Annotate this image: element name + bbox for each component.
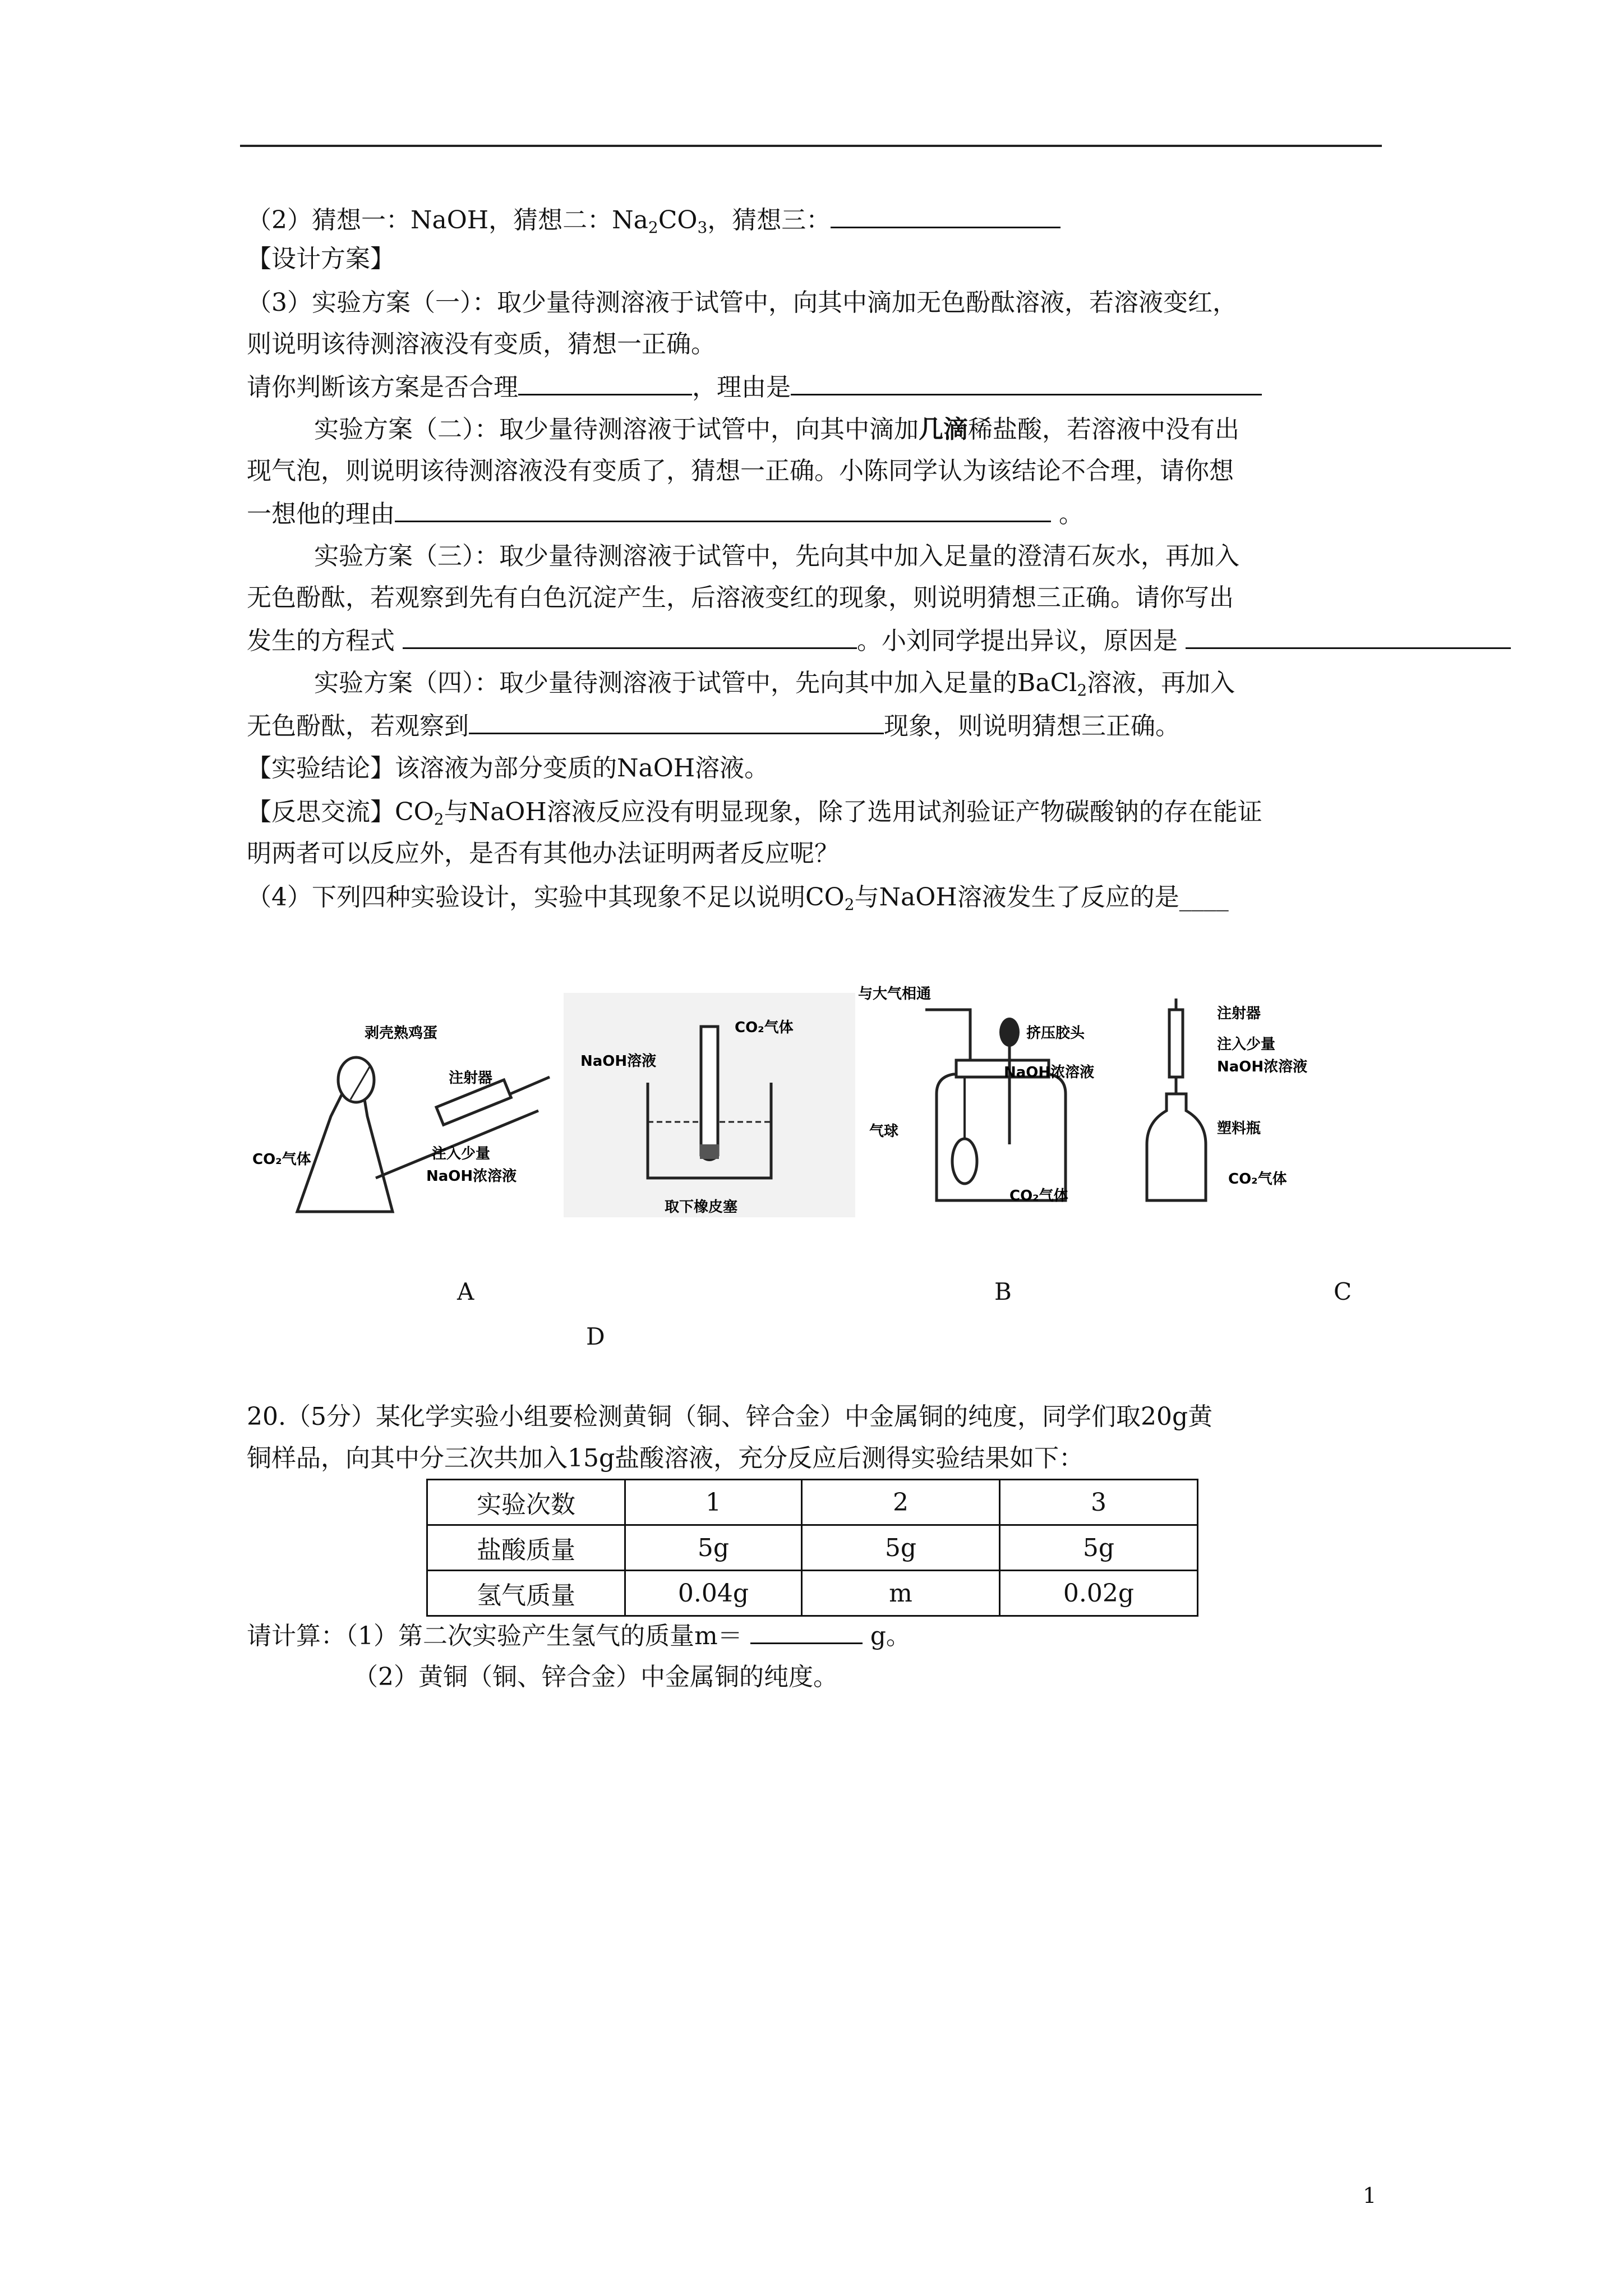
fig-b-label-co2: CO₂气体 — [735, 1019, 794, 1036]
conclusion: 【实验结论】该溶液为部分变质的NaOH溶液。 — [247, 754, 769, 783]
fig-d-label-bottle: 塑料瓶 — [1217, 1120, 1261, 1137]
results-table — [426, 1479, 1198, 1617]
answer-blank[interactable] — [750, 1618, 863, 1644]
table-cell: m — [802, 1571, 1000, 1616]
answer-blank[interactable] — [791, 369, 1262, 395]
figure-b — [564, 993, 855, 1217]
table-row — [427, 1525, 1198, 1571]
table-cell: 0.04g — [625, 1571, 802, 1616]
design-heading: 【设计方案】 — [247, 245, 395, 273]
plan4-line1: 实验方案（四）：取少量待测溶液于试管中，先向其中加入足量的BaCl$_2$溶液，再加入 — [314, 669, 1235, 700]
answer-blank[interactable] — [469, 708, 884, 734]
figure-a — [247, 999, 572, 1223]
q20-line2: 铜样品，向其中分三次共加入15g盐酸溶液，充分反应后测得实验结果如下： — [247, 1444, 1084, 1473]
plan2-line1: 实验方案（二）：取少量待测溶液于试管中，向其中滴加几滴稀盐酸，若溶液中没有出 — [314, 415, 1239, 444]
fig-c-label-co2: CO₂气体 — [1009, 1188, 1068, 1204]
fig-a-label-egg: 剥壳熟鸡蛋 — [365, 1025, 438, 1042]
table-cell: 3 — [1000, 1480, 1198, 1525]
fig-b-label-naoh: NaOH溶液 — [580, 1053, 657, 1070]
fig-a-label-inject: 注入少量 — [432, 1145, 491, 1162]
answer-blank[interactable] — [395, 496, 1051, 522]
fig-d-label-inject: 注入少量 — [1217, 1036, 1276, 1053]
fig-d-label-co2: CO₂气体 — [1228, 1171, 1287, 1188]
plan2-line2: 现气泡，则说明该待测溶液没有变质了，猜想一正确。小陈同学认为该结论不合理，请你想 — [247, 457, 1234, 485]
plan4-line2: 无色酚酞，若观察到 现象，则说明猜想三正确。 — [247, 708, 1180, 743]
table-cell: 5g — [802, 1525, 1000, 1571]
q4-line: （4）下列四种实验设计，实验中其现象不足以说明$CO_2$与NaOH溶液发生了反应的是____ — [247, 883, 1229, 914]
fig-d-label-naoh: NaOH浓溶液 — [1217, 1059, 1308, 1075]
reflect-line1: 【反思交流】$CO_2$与NaOH溶液反应没有明显现象，除了选用试剂验证产物碳酸钠的存在能证 — [247, 798, 1262, 829]
table-cell: 氢气质量 — [427, 1571, 625, 1616]
table-cell: 0.02g — [1000, 1571, 1198, 1616]
calc-line1: 请计算：（1）第二次实验产生氢气的质量m＝ g。 — [247, 1618, 911, 1653]
figure-c — [858, 976, 1138, 1217]
q3-line2: 则说明该待测溶液没有变质，猜想一正确。 — [247, 330, 716, 358]
fig-a-label-naoh: NaOH浓溶液 — [426, 1168, 517, 1185]
q20-line1: 20.（5分）某化学实验小组要检测黄铜（铜、锌合金）中金属铜的纯度，同学们取20g黄 — [247, 1402, 1213, 1431]
fig-a-label-co2: CO₂气体 — [252, 1151, 311, 1168]
plan2-line3: 一想他的理由 。 — [247, 496, 1083, 531]
page-number: 1 — [1363, 2183, 1377, 2208]
option-label-d: D — [586, 1323, 605, 1350]
table-cell: 盐酸质量 — [427, 1525, 625, 1571]
table-cell: 5g — [625, 1525, 802, 1571]
reflect-line2: 明两者可以反应外，是否有其他办法证明两者反应呢？ — [247, 839, 839, 868]
fig-a-label-syringe: 注射器 — [449, 1070, 493, 1087]
table-cell: 实验次数 — [427, 1480, 625, 1525]
option-label-c: C — [1334, 1278, 1352, 1305]
q3-judge-line: 请你判断该方案是否合理 ，理由是 — [247, 369, 1262, 404]
table-cell: 2 — [802, 1480, 1000, 1525]
table-row — [427, 1480, 1198, 1525]
plan3-line1: 实验方案（三）：取少量待测溶液于试管中，先向其中加入足量的澄清石灰水，再加入 — [314, 542, 1239, 570]
table-cell: 1 — [625, 1480, 802, 1525]
plan3-line3: 发生的方程式 。小刘同学提出异议，原因是 — [247, 623, 1511, 658]
fig-c-label-naoh: NaOH浓溶液 — [1004, 1064, 1095, 1081]
fig-d-label-syringe: 注射器 — [1217, 1005, 1261, 1022]
fig-c-label-air: 与大气相通 — [858, 986, 932, 1002]
table-cell: 5g — [1000, 1525, 1198, 1571]
fig-b-label-stopper: 取下橡皮塞 — [665, 1199, 738, 1216]
q3-line1: （3）实验方案（一）：取少量待测溶液于试管中，向其中滴加无色酚酞溶液，若溶液变红， — [247, 288, 1237, 317]
header-rule — [240, 145, 1382, 147]
calc-line2: （2）黄铜（铜、锌合金）中金属铜的纯度。 — [353, 1663, 838, 1691]
plan3-line2: 无色酚酞，若观察到先有白色沉淀产生，后溶液变红的现象，则说明猜想三正确。请你写出 — [247, 583, 1234, 612]
option-label-a: A — [457, 1278, 474, 1305]
figure-d — [1144, 999, 1368, 1212]
answer-blank[interactable] — [403, 623, 857, 649]
q2-line: （2）猜想一：NaOH，猜想二：$Na_2CO_3$，猜想三： — [247, 202, 1061, 245]
answer-blank[interactable] — [831, 202, 1061, 228]
option-label-b: B — [994, 1278, 1012, 1305]
fig-c-label-bulb: 挤压胶头 — [1026, 1025, 1085, 1042]
table-row — [427, 1571, 1198, 1616]
answer-blank[interactable] — [1186, 623, 1511, 649]
fig-c-label-balloon: 气球 — [869, 1123, 899, 1140]
answer-blank[interactable] — [518, 369, 692, 395]
